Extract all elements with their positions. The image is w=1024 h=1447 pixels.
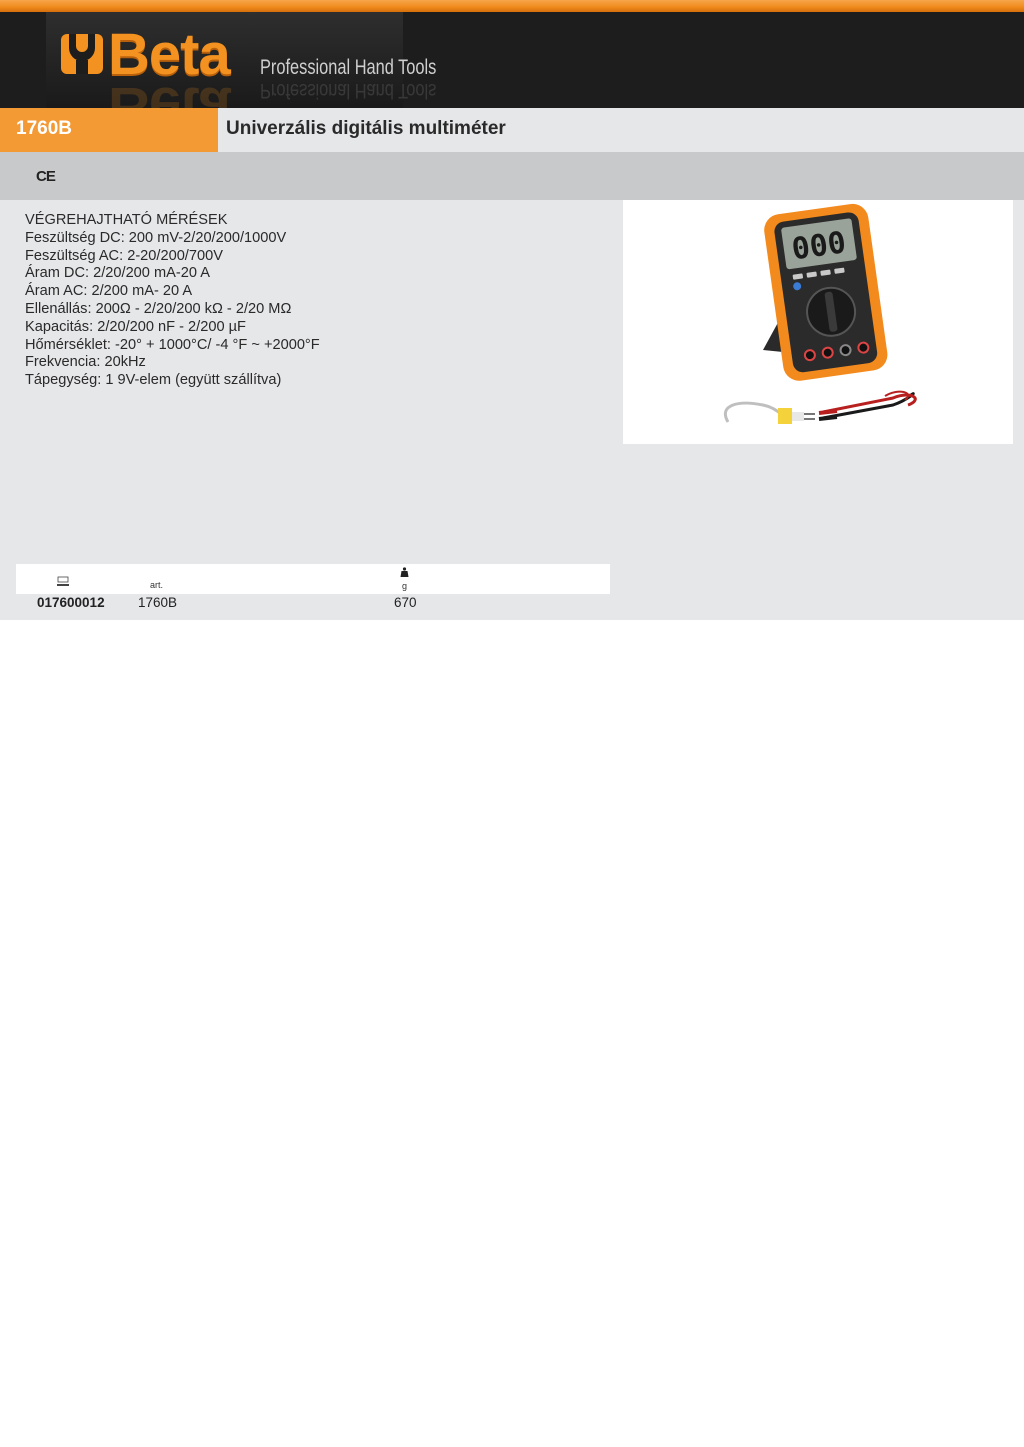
spec-item: Feszültség DC: 200 mV-2/20/200/1000V — [25, 229, 287, 246]
brand-tagline-reflection: Professional Hand Tools — [260, 79, 437, 102]
cell-art: 1760B — [138, 595, 178, 610]
spec-item: Áram AC: 2/200 mA- 20 A — [25, 283, 193, 300]
spec-item: Áram DC: 2/20/200 mA-20 A — [25, 265, 210, 282]
spec-item: Hőmérséklet: -20° + 1000°C/ -4 °F ~ +2000°F — [25, 336, 320, 353]
product-content — [0, 200, 1024, 620]
top-accent-stripe — [0, 0, 1024, 12]
thermocouple-plug — [778, 408, 792, 424]
brand-header — [0, 12, 1024, 108]
cell-ean: 017600012 — [37, 595, 105, 610]
ce-mark-icon: CE — [36, 168, 55, 185]
product-title: Univerzális digitális multiméter — [226, 118, 506, 139]
spec-item: Feszültség AC: 2-20/200/700V — [25, 247, 223, 264]
wrench-emblem-icon — [59, 30, 105, 76]
weight-icon — [400, 567, 409, 577]
spec-heading: VÉGREHAJTHATÓ MÉRÉSEK — [25, 212, 228, 228]
product-photo — [623, 200, 1013, 444]
column-header-art: art. — [150, 580, 164, 590]
article-table-header — [16, 564, 610, 594]
multimeter-illustration — [623, 200, 1013, 444]
certification-bar — [0, 152, 1024, 200]
product-code: 1760B — [16, 118, 72, 139]
brand-tagline: Professional Hand Tools — [260, 56, 437, 79]
brand-logo — [46, 12, 437, 108]
spec-item: Kapacitás: 2/20/200 nF - 2/200 µF — [25, 318, 246, 335]
spec-item: Ellenállás: 200Ω - 2/20/200 kΩ - 2/20 MΩ — [25, 300, 292, 317]
column-header-weight-unit: g — [402, 581, 408, 591]
lcd-display: 000 — [789, 225, 849, 268]
product-title-bar — [0, 108, 1024, 152]
spec-list — [25, 212, 320, 390]
cell-weight: 670 — [394, 595, 417, 610]
spec-item: Tápegység: 1 9V-elem (együtt szállítva) — [25, 372, 282, 389]
brand-name: Beta — [108, 22, 230, 87]
spec-item: Frekvencia: 20kHz — [25, 354, 146, 371]
table-row — [16, 594, 610, 614]
product-code-box — [0, 108, 218, 152]
barcode-icon — [56, 577, 70, 587]
thermocouple-wire — [725, 403, 783, 422]
